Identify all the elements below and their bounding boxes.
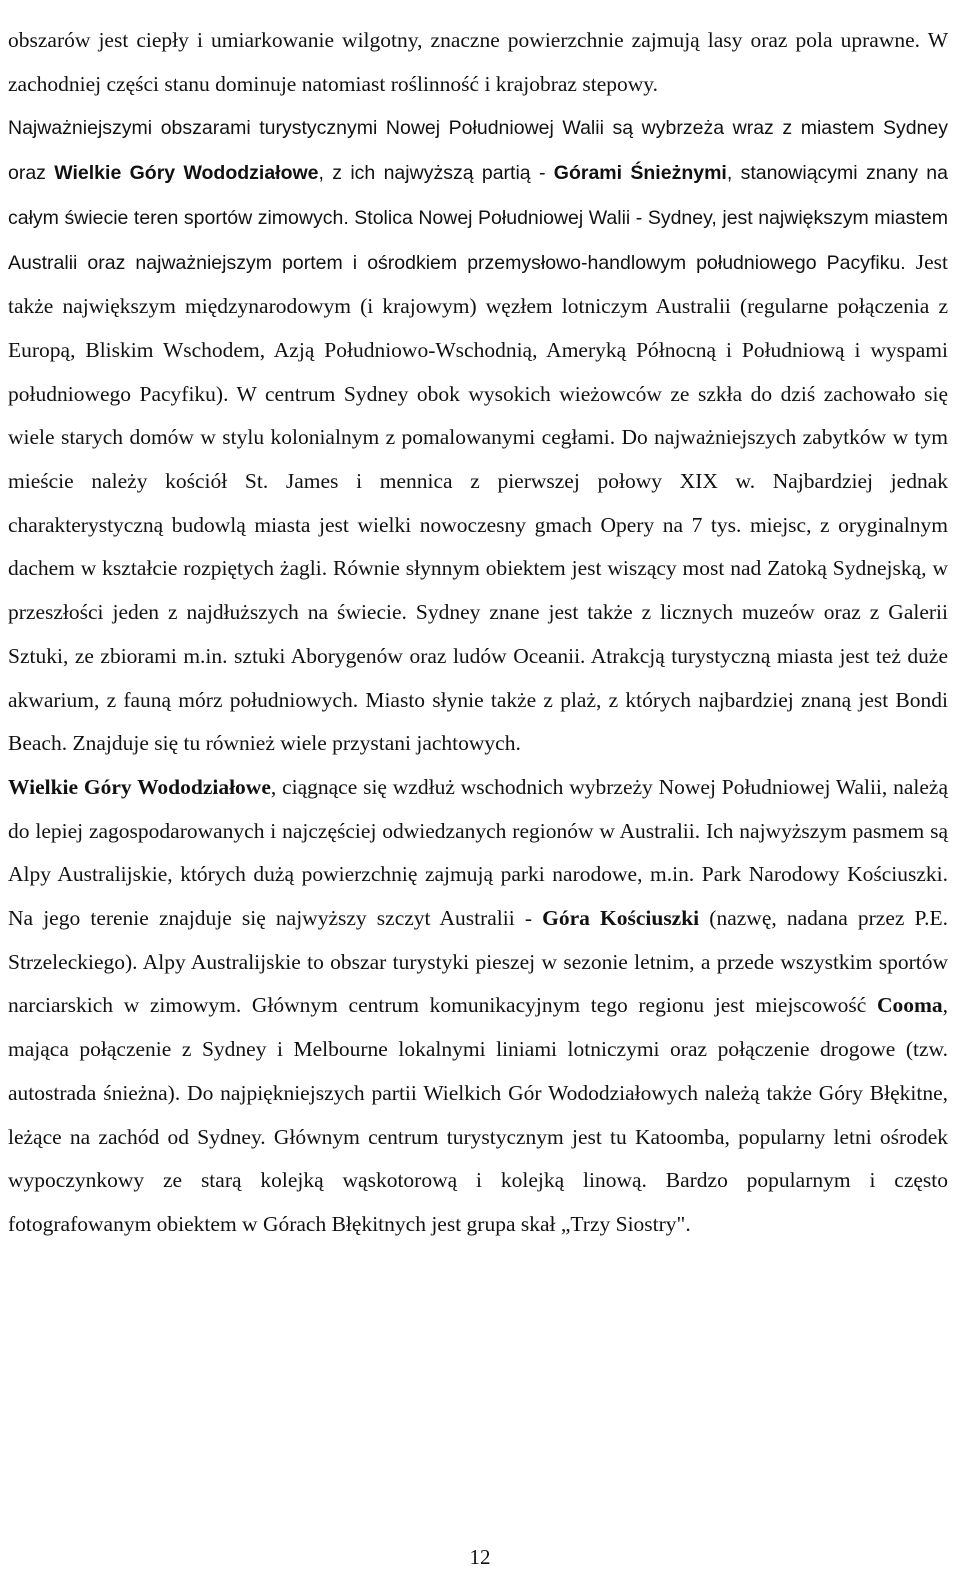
page-number: 12 xyxy=(469,1545,491,1569)
paragraph-great-dividing-range xyxy=(8,766,948,1247)
text-run: Jest także największym międzynarodowym (i krajowym) węzłem lotniczym Australii (regularne połączenia z Europą, Bliskim Wschodem, Azją Południowo-Wschodnią, Ameryką Północną i Południową i wyspami południowego Pacyfiku). W centrum Sydney obok wysokich wieżowców ze szkła do dziś zachowało się wiele starych domów w stylu kolonialnym z pomalowanymi cegłami. Do najważniejszych zabytków w tym mieście należy kościół St. James i mennica z pierwszej połowy XIX w. Najbardziej jednak charakterystyczną budowlą miasta jest wielki nowoczesny gmach Opery na 7 tys. miejsc, z oryginalnym dachem w kształcie rozpiętych żagli. Równie słynnym obiektem jest wiszący most nad Zatoką Sydnejską, w przeszłości jeden z najdłuższych na świecie. Sydney znane jest także z licznych muzeów oraz z Galerii Sztuki, ze zbiorami m.in. sztuki Aborygenów oraz ludów Oceanii. Atrakcją turystyczną miasta jest też duże akwarium, z fauną mórz południowych. Miasto słynie także z plaż, z których najbardziej znaną jest Bondi Beach. Znajduje się tu również wiele przystani jachtowych. xyxy=(8,249,948,756)
paragraph-tourism-sydney xyxy=(8,106,948,766)
text-run: , ciągnące się wzdłuż wschodnich wybrzeży Nowej Południowej Walii, należą do lepiej zagospodarowanych i najczęściej odwiedzanych regionów w Australii. Ich najwyższym pasmem są Alpy Australijskie, których dużą powierzchnię zajmują parki narodowe, m.in. Park Narodowy Kościuszki. Na jego terenie znajduje się najwyższy szczyt Australii - xyxy=(8,774,948,931)
bold-term-snowy-mountains: Górami Śnieżnymi xyxy=(553,162,727,185)
text-run: Najważniejszymi obszarami turystycznymi Nowej Południowej Walii są wybrzeża wraz z miastem Sydney oraz xyxy=(8,117,948,185)
text-run: , stanowiącymi znany na całym świecie teren sportów zimowych. xyxy=(8,162,949,229)
bold-term-great-dividing-range: Wielkie Góry Wododziałowe xyxy=(8,774,271,799)
text-run: (nazwę, nadana przez P.E. Strzeleckiego). Alpy Australijskie to obszar turystyki pieszej w sezonie letnim, a przede wszystkim sportów narciarskich w zimowym. Głównym centrum komunikacyjnym tego regionu jest miejscowość xyxy=(8,906,948,1018)
paragraph-climate-text: obszarów jest ciepły i umiarkowanie wilgotny, znaczne powierzchnie zajmują lasy oraz pola uprawne. W zachodniej części stanu dominuje natomiast roślinność i krajobraz stepowy. xyxy=(8,28,948,96)
text-run: , mająca połączenie z Sydney i Melbourne lokalnymi liniami lotniczymi oraz połączenie drogowe (tzw. autostrada śnieżna). Do najpiękniejszych partii Wielkich Gór Wododziałowych należą także Góry Błękitne, leżące na zachód od Sydney. Głównym centrum turystycznym jest tu Katoomba, popularny letni ośrodek wypoczynkowy ze starą kolejką wąskotorową i kolejką linową. Bardzo popularnym i często fotografowanym obiektem w Górach Błękitnych jest grupa skał „Trzy Siostry". xyxy=(8,993,948,1236)
text-run: , z ich najwyższą partią - xyxy=(318,162,554,185)
paragraph-climate xyxy=(8,19,948,106)
bold-term-cooma: Cooma xyxy=(876,993,943,1018)
bold-term-mount-kosciuszko: Góra Kościuszki xyxy=(542,906,700,931)
body-text xyxy=(8,19,948,1247)
bold-term-great-dividing-range: Wielkie Góry Wododziałowe xyxy=(54,162,319,185)
text-run: Stolica Nowej Południowej Walii - Sydney, jest największym miastem Australii oraz najważniejszym portem i ośrodkiem przemysłowo-handlowym południowego Pacyfiku. xyxy=(8,206,948,274)
